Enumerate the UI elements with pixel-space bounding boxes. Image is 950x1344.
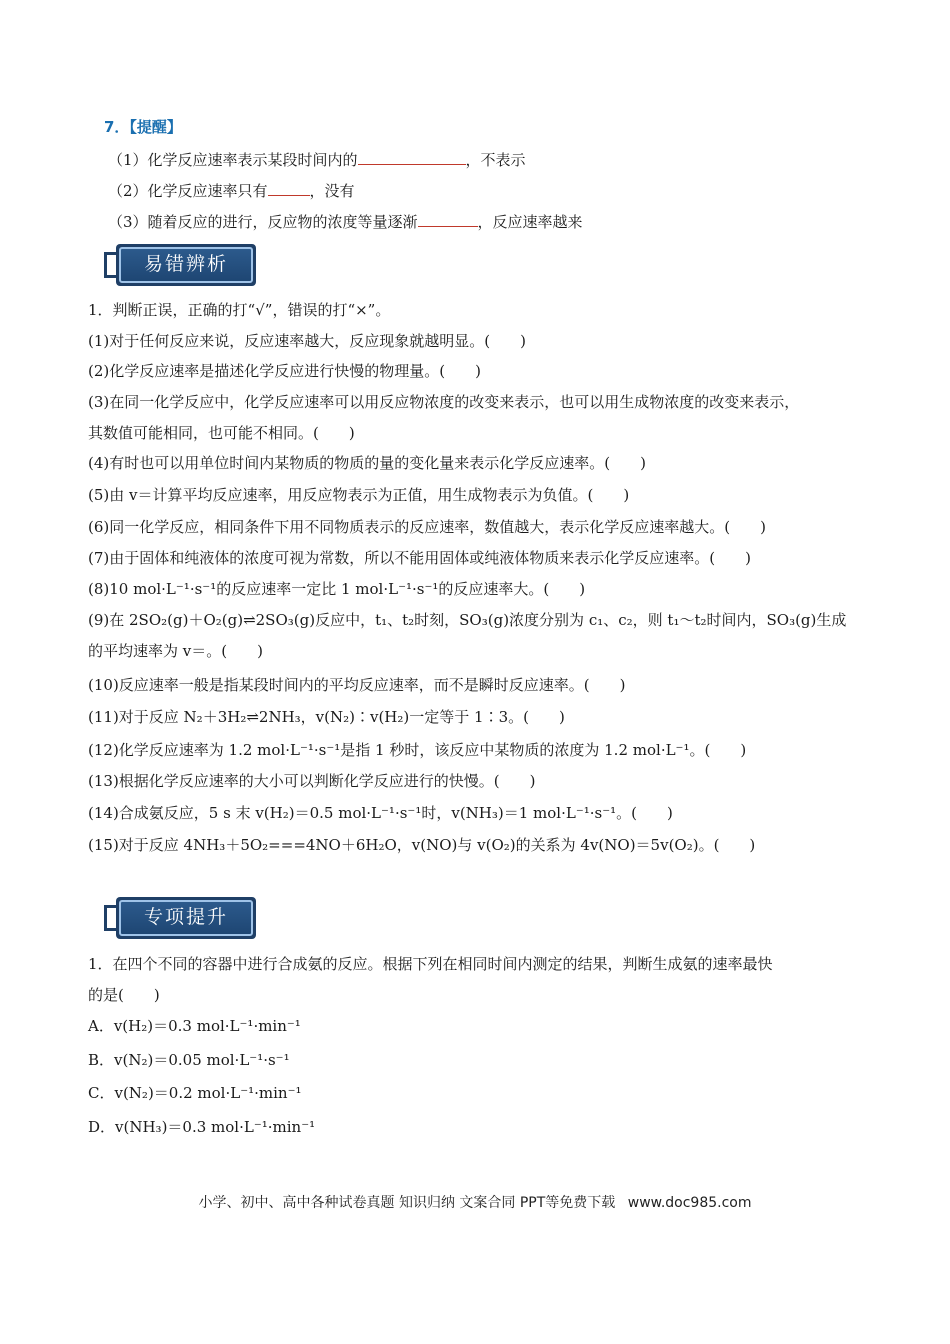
banner-box xyxy=(116,244,256,286)
judgment-line: (7)由于固体和纯液体的浓度可视为常数，所以不能用固体或纯液体物质来表示化学反应速率。( ) xyxy=(88,549,751,567)
option-d: D．v(NH₃)＝0.3 mol·L⁻¹·min⁻¹ xyxy=(88,1118,316,1136)
reminder-item-text: （1）化学反应速率表示某段时间内的 xyxy=(108,151,358,169)
judgment-line: (11)对于反应 N₂＋3H₂⇌2NH₃，v(N₂)∶v(H₂)一定等于 1∶3。( ) xyxy=(88,708,565,726)
option-a: A．v(H₂)＝0.3 mol·L⁻¹·min⁻¹ xyxy=(88,1017,301,1035)
reminder-item-text: （2）化学反应速率只有 xyxy=(108,182,268,200)
judgment-line: (4)有时也可以用单位时间内某物质的物质的量的变化量来表示化学反应速率。( ) xyxy=(88,454,646,472)
judgment-line: (13)根据化学反应速率的大小可以判断化学反应进行的快慢。( ) xyxy=(88,772,536,790)
answer-blank[interactable] xyxy=(268,181,310,196)
option-c: C．v(N₂)＝0.2 mol·L⁻¹·min⁻¹ xyxy=(88,1084,302,1102)
judgment-line: (2)化学反应速率是描述化学反应进行快慢的物理量。( ) xyxy=(88,362,481,380)
judgment-line: (9)在 2SO₂(g)＋O₂(g)⇌2SO₃(g)反应中，t₁、t₂时刻，SO₃(g)浓度分别为 c₁、c₂，则 t₁～t₂时间内，SO₃(g)生成 xyxy=(88,611,847,629)
judgment-line: (10)反应速率一般是指某段时间内的平均反应速率，而不是瞬时反应速率。( ) xyxy=(88,676,626,694)
question-text: 1．在四个不同的容器中进行合成氨的反应。根据下列在相同时间内测定的结果，判断生成氨的速率最快 xyxy=(88,955,773,973)
judgment-line: 的平均速率为 v＝。( ) xyxy=(88,642,263,660)
banner-box xyxy=(116,897,256,939)
reminder-item-text: （3）随着反应的进行，反应物的浓度等量逐渐 xyxy=(108,213,418,231)
section1-intro: 1．判断正误，正确的打“√”，错误的打“×”。 xyxy=(88,301,391,319)
reminder-item-text: ，不表示 xyxy=(465,151,526,169)
answer-blank[interactable] xyxy=(418,212,478,227)
reminder-item-text: ，反应速率越来 xyxy=(477,213,583,231)
judgment-line: (5)由 v＝计算平均反应速率，用反应物表示为正值，用生成物表示为负值。( ) xyxy=(88,486,630,504)
question-text: 的是( ) xyxy=(88,986,160,1004)
reminder-item-1 xyxy=(108,150,526,170)
reminder-item-text: ，没有 xyxy=(309,182,355,200)
section-banner-special-practice xyxy=(104,897,256,939)
judgment-line: 其数值可能相同，也可能不相同。( ) xyxy=(88,424,355,442)
judgment-line: (6)同一化学反应，相同条件下用不同物质表示的反应速率，数值越大，表示化学反应速率越大。( ) xyxy=(88,518,766,536)
judgment-line: (8)10 mol·L⁻¹·s⁻¹的反应速率一定比 1 mol·L⁻¹·s⁻¹的反应速率大。( ) xyxy=(88,580,586,598)
answer-blank[interactable] xyxy=(358,150,466,165)
footer-site-link[interactable]: www.doc985.com xyxy=(627,1195,752,1211)
judgment-line: (12)化学反应速率为 1.2 mol·L⁻¹·s⁻¹是指 1 秒时，该反应中某物质的浓度为 1.2 mol·L⁻¹。( ) xyxy=(88,741,747,759)
banner-title: 专项提升 xyxy=(119,900,253,936)
judgment-line: (3)在同一化学反应中，化学反应速率可以用反应物浓度的改变来表示，也可以用生成物浓度的改变来表示， xyxy=(88,393,800,411)
reminder-title: 7．【提醒】 xyxy=(104,118,182,136)
banner-title: 易错辨析 xyxy=(119,247,253,283)
page-footer xyxy=(0,1192,950,1212)
judgment-line: (14)合成氨反应，5 s 末 v(H₂)＝0.5 mol·L⁻¹·s⁻¹时，v(NH₃)＝1 mol·L⁻¹·s⁻¹。( ) xyxy=(88,804,673,822)
reminder-item-3 xyxy=(108,212,583,232)
judgment-line: (15)对于反应 4NH₃＋5O₂===4NO＋6H₂O，v(NO)与 v(O₂)的关系为 4v(NO)＝5v(O₂)。( ) xyxy=(88,836,756,854)
reminder-item-2 xyxy=(108,181,355,201)
option-b: B．v(N₂)＝0.05 mol·L⁻¹·s⁻¹ xyxy=(88,1051,290,1069)
section-banner-error-analysis xyxy=(104,244,256,286)
footer-text: 小学、初中、高中各种试卷真题 知识归纳 文案合同 PPT等免费下载 xyxy=(198,1195,616,1211)
judgment-line: (1)对于任何反应来说，反应速率越大，反应现象就越明显。( ) xyxy=(88,332,526,350)
